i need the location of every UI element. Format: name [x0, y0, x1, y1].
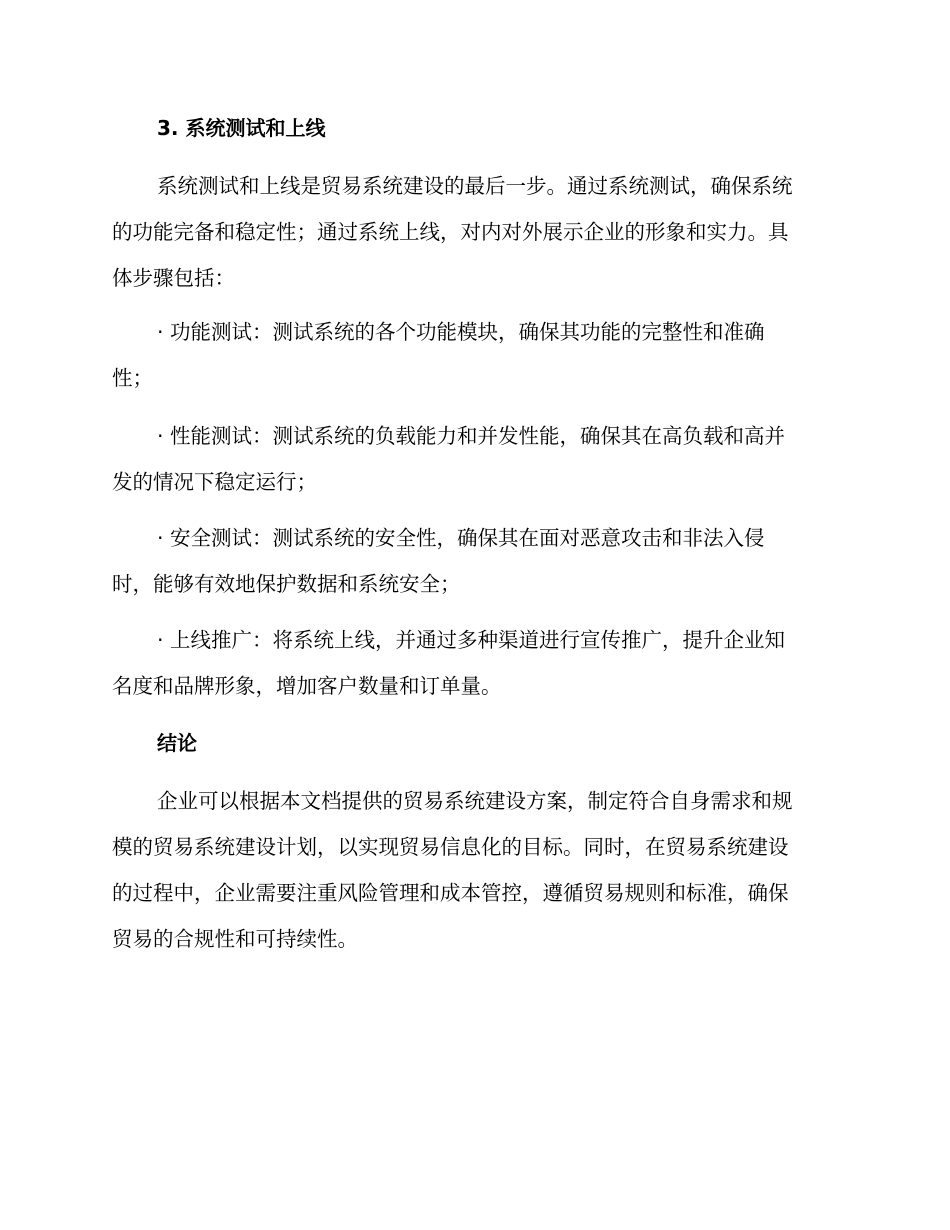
paragraph-line: 的功能完备和稳定性；通过系统上线，对内对外展示企业的形象和实力。具 [112, 220, 789, 244]
paragraph-line: 企业可以根据本文档提供的贸易系统建设方案，制定符合自身需求和规 [157, 789, 793, 813]
bullet-line: · 性能测试：测试系统的负载能力和并发性能，确保其在高负载和高并 [157, 424, 786, 448]
paragraph-line: 模的贸易系统建设计划，以实现贸易信息化的目标。同时，在贸易系统建设 [112, 835, 789, 859]
bullet-line: 时，能够有效地保护数据和系统安全； [112, 572, 461, 596]
bullet-line: · 安全测试：测试系统的安全性，确保其在面对恶意攻击和非法入侵 [157, 526, 765, 550]
paragraph-line: 系统测试和上线是贸易系统建设的最后一步。通过系统测试，确保系统 [157, 174, 793, 198]
bullet-performance-test [112, 413, 832, 505]
conclusion-heading: 结论 [157, 731, 197, 755]
bullet-launch-promotion [112, 617, 832, 709]
bullet-line: 发的情况下稳定运行； [112, 470, 317, 494]
bullet-line: · 上线推广：将系统上线，并通过多种渠道进行宣传推广，提升企业知 [157, 628, 786, 652]
paragraph-line: 体步骤包括： [112, 266, 235, 290]
section-heading: 3. 系统测试和上线 [157, 116, 326, 140]
bullet-functional-test [112, 309, 832, 401]
bullet-line: 名度和品牌形象，增加客户数量和订单量。 [112, 674, 502, 698]
bullet-security-test [112, 515, 832, 607]
bullet-line: · 功能测试：测试系统的各个功能模块，确保其功能的完整性和准确 [157, 320, 765, 344]
paragraph-line: 的过程中，企业需要注重风险管理和成本管控，遵循贸易规则和标准，确保 [112, 881, 789, 905]
intro-paragraph [112, 163, 832, 301]
paragraph-line: 贸易的合规性和可持续性。 [112, 927, 358, 951]
conclusion-paragraph [112, 778, 832, 962]
bullet-line: 性； [112, 366, 153, 390]
